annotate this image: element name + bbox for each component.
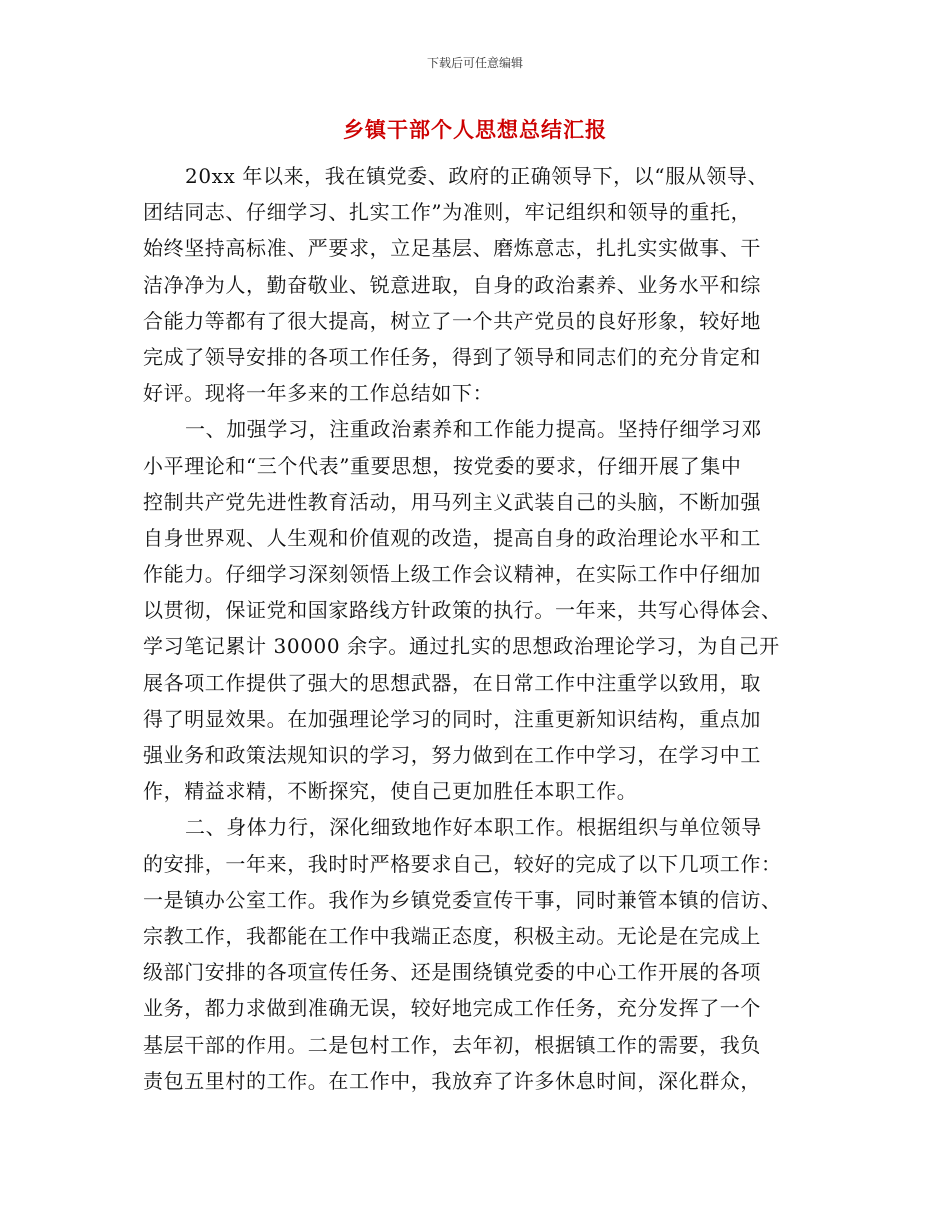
paragraph-line: 合能力等都有了很大提高，树立了一个共产党员的良好形象，较好地 [143,308,761,333]
paragraph-line: 二、身体力行，深化细致地作好本职工作。根据组织与单位领导 [185,815,762,840]
paragraph-line: 控制共产党先进性教育活动，用马列主义武装自己的头脑，不断加强 [143,489,761,514]
paragraph-line: 级部门安排的各项宣传任务、还是围绕镇党委的中心工作开展的各项 [143,960,761,985]
paragraph-line: 责包五里村的工作。在工作中，我放弃了许多休息时间，深化群众， [143,1068,761,1093]
paragraph-line: 自身世界观、人生观和价值观的改造，提高自身的政治理论水平和工 [143,525,761,550]
paragraph-line: 一、加强学习，注重政治素养和工作能力提高。坚持仔细学习邓 [185,417,762,442]
paragraph-3 [143,809,808,1099]
paragraph-line: 得了明显效果。在加强理论学习的同时，注重更新知识结构，重点加 [143,706,761,731]
document-title: 乡镇干部个人思想总结汇报 [343,118,607,142]
paragraph-line: 小平理论和“三个代表”重要思想，按党委的要求，仔细开展了集中 [143,453,742,478]
paragraph-line: 一是镇办公室工作。我作为乡镇党委宣传干事，同时兼管本镇的信访、 [143,887,782,912]
document-body [143,158,808,1099]
paragraph-line: 团结同志、仔细学习、扎实工作”为准则，牢记组织和领导的重托， [143,200,752,225]
paragraph-line: 展各项工作提供了强大的思想武器，在日常工作中注重学以致用，取 [143,670,761,695]
paragraph-line: 学习笔记累计 30000 余字。通过扎实的思想政治理论学习，为自己开 [143,634,780,659]
paragraph-1 [143,158,808,411]
paragraph-line: 作能力。仔细学习深刻领悟上级工作会议精神，在实际工作中仔细加 [143,562,761,587]
paragraph-line: 强业务和政策法规知识的学习，努力做到在工作中学习，在学习中工 [143,743,761,767]
paragraph-2 [143,411,808,809]
paragraph-line: 好评。现将一年多来的工作总结如下： [143,381,494,406]
paragraph-line: 业务，都力求做到准确无误，较好地完成工作任务，充分发挥了一个 [143,996,761,1021]
paragraph-line: 以贯彻，保证党和国家路线方针政策的执行。一年来，共写心得体会、 [143,598,782,623]
paragraph-line: 作，精益求精，不断探究，使自己更加胜任本职工作。 [143,779,638,804]
paragraph-line: 完成了领导安排的各项工作任务，得到了领导和同志们的充分肯定和 [143,344,761,369]
paragraph-line: 始终坚持高标准、严要求，立足基层、磨炼意志，扎扎实实做事、干 [143,236,761,261]
paragraph-line: 20xx 年以来，我在镇党委、政府的正确领导下，以“服从领导、 [185,164,769,188]
paragraph-line: 宗教工作，我都能在工作中我端正态度，积极主动。无论是在完成上 [143,923,761,948]
paragraph-line: 基层干部的作用。二是包村工作，去年初，根据镇工作的需要，我负 [143,1032,761,1057]
paragraph-line: 洁净净为人，勤奋敬业、锐意进取，自身的政治素养、业务水平和综 [143,272,761,297]
paragraph-line: 的安排，一年来，我时时严格要求自己，较好的完成了以下几项工作： [143,851,782,876]
header-note: 下载后可任意编辑 [426,56,523,70]
